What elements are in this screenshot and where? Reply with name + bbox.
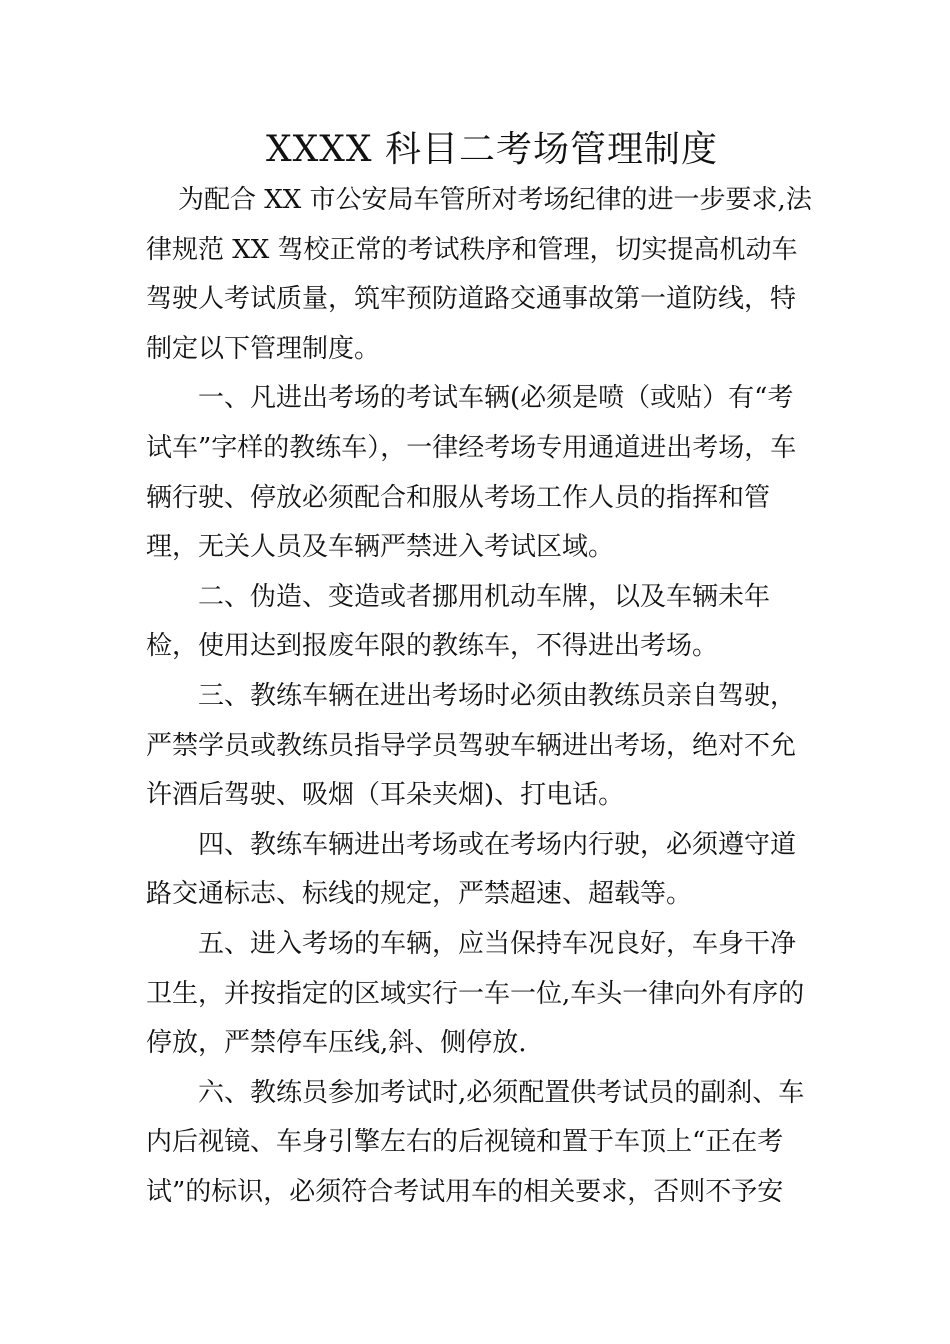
- rule-paragraph-1: 一、凡进出考场的考试车辆(必须是喷（或贴）有“考试车”字样的教练车），一律经考场专用通道进出考场，车辆行驶、停放必须配合和服从考场工作人员的指挥和管理，无关人员及车辆严禁进入考试区域。: [146, 383, 797, 563]
- rule-paragraph-6: 六、教练员参加考试时,必须配置供考试员的副刹、车内后视镜、车身引擎左右的后视镜和置于车顶上“正在考试”的标识，必须符合考试用车的相关要求，否则不予安: [146, 1077, 805, 1207]
- document-title: XXXX 科目二考场管理制度: [266, 129, 718, 170]
- rule-paragraph-5: 五、进入考场的车辆，应当保持车况良好，车身干净卫生，并按指定的区域实行一车一位,车头一律向外有序的停放，严禁停车压线,斜、侧停放.: [146, 928, 805, 1059]
- intro-paragraph: 为配合 XX 市公安局车管所对考场纪律的进一步要求,法律规范 XX 驾校正常的考试秩序和管理，切实提高机动车驾驶人考试质量，筑牢预防道路交通事故第一道防线，特制定以下管理制度。: [146, 185, 812, 364]
- document-body: [146, 176, 816, 1217]
- rule-paragraph-4: 四、教练车辆进出考场或在考场内行驶，必须遵守道路交通标志、标线的规定，严禁超速、超载等。: [146, 829, 797, 910]
- rule-paragraph-2: 二、伪造、变造或者挪用机动车牌，以及车辆未年检，使用达到报废年限的教练车，不得进出考场。: [146, 581, 771, 662]
- rule-paragraph-3: 三、教练车辆在进出考场时必须由教练员亲自驾驶，严禁学员或教练员指导学员驾驶车辆进出考场，绝对不允许酒后驾驶、吸烟（耳朵夹烟)、打电话。: [146, 680, 797, 811]
